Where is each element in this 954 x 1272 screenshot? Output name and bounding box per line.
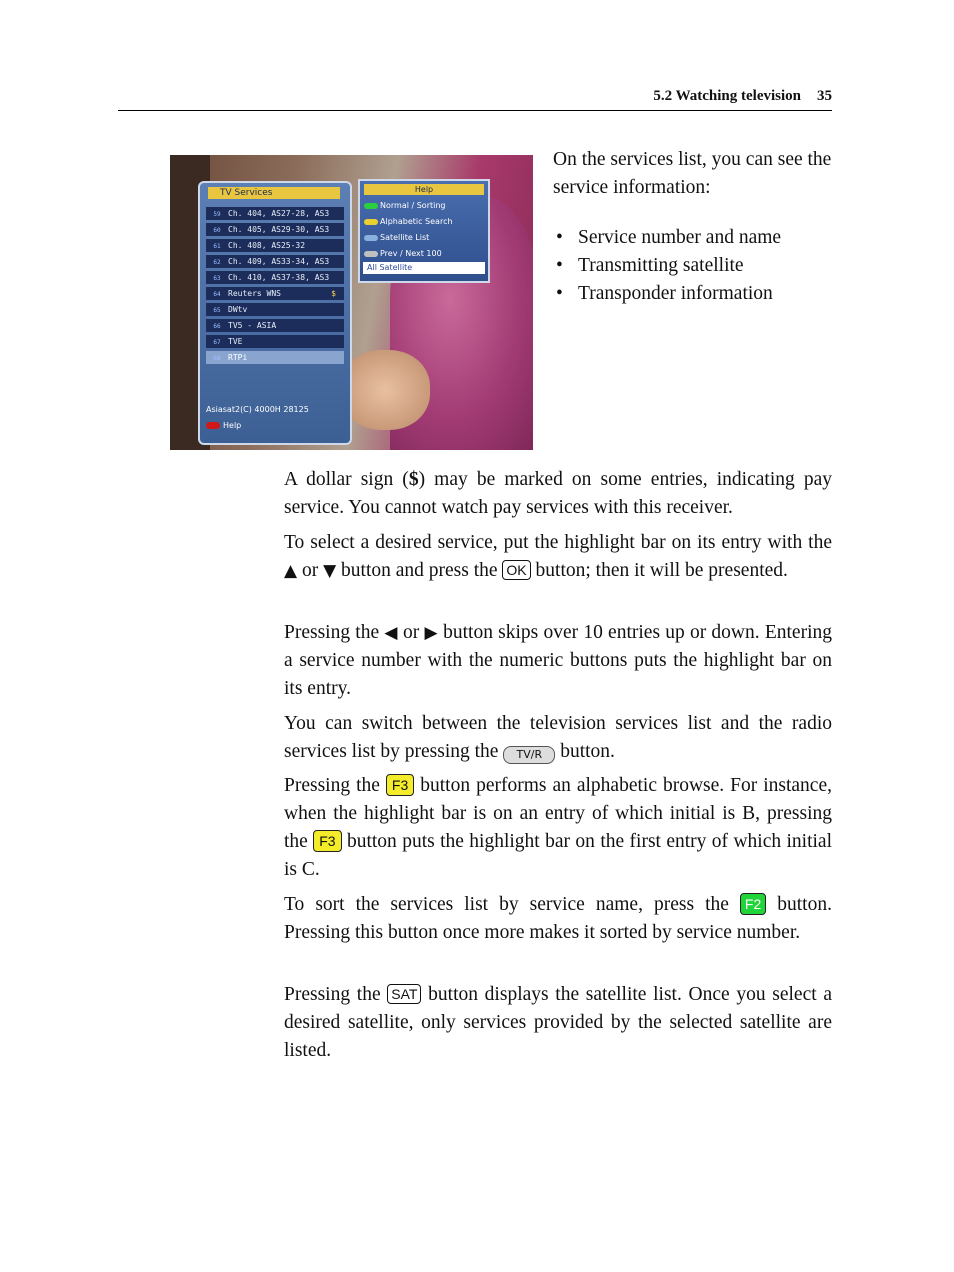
tv-help-label: Help	[223, 421, 242, 430]
help-panel	[358, 179, 490, 283]
section-title: 5.2 Watching television	[653, 88, 801, 104]
running-head	[653, 88, 832, 105]
services-list-screenshot	[170, 155, 533, 450]
paragraph-select-service: To select a desired service, put the highlight bar on its entry with the ▲ or ▼ button and press the OK button; then it will be presented.	[284, 532, 832, 581]
left-arrow-icon: ◀	[384, 623, 398, 643]
service-number: 59	[213, 211, 221, 218]
ok-key-icon: OK	[502, 560, 530, 580]
service-row	[206, 255, 344, 268]
service-name: Ch. 404, AS27-28, AS3	[228, 209, 330, 218]
service-row	[206, 319, 344, 332]
service-row	[206, 335, 344, 348]
service-number: 64	[213, 291, 221, 298]
info-bullet-list	[556, 224, 781, 308]
right-arrow-icon: ▶	[424, 623, 438, 643]
yellow-button-icon	[364, 219, 378, 225]
service-name: Ch. 405, AS29-30, AS3	[228, 225, 330, 234]
tv-help-hint	[206, 421, 241, 430]
service-number: 60	[213, 227, 221, 234]
service-row	[206, 351, 344, 364]
service-name: Ch. 408, AS25-32	[228, 241, 306, 250]
service-number: 63	[213, 275, 221, 282]
intro-text: On the services list, you can see the service information:	[553, 149, 832, 198]
service-name: DWtv	[228, 305, 248, 314]
service-number: 62	[213, 259, 221, 266]
up-arrow-icon: ▲	[284, 561, 298, 581]
paragraph-pay-service: A dollar sign ($) may be marked on some entries, indicating pay service. You cannot watch pay services with this receiver.	[284, 469, 832, 518]
help-item-prev-next: Prev / Next 100	[360, 246, 488, 262]
tv-services-list	[206, 207, 344, 367]
green-button-icon	[364, 203, 378, 209]
bullet-item: • Transponder information	[556, 280, 781, 308]
f3-key-icon: F3	[313, 830, 341, 852]
service-row	[206, 239, 344, 252]
service-number: 68	[213, 355, 221, 362]
pay-service-dollar: $	[331, 289, 336, 298]
background-hands	[340, 350, 430, 430]
dollar-sign: $	[408, 469, 419, 490]
service-name: Ch. 409, AS33-34, AS3	[228, 257, 330, 266]
service-number: 65	[213, 307, 221, 314]
help-item-alphabetic: Alphabetic Search	[360, 214, 488, 230]
service-name: TVE	[228, 337, 243, 346]
service-name: TV5 - ASIA	[228, 321, 277, 330]
paragraph-tv-radio: You can switch between the television services list and the radio services list by pressing the TV/R button.	[284, 713, 832, 762]
service-row	[206, 271, 344, 284]
f2-key-icon: F2	[740, 893, 766, 915]
sat-key-icon: SAT	[387, 984, 421, 1004]
down-arrow-icon: ▼	[323, 561, 337, 581]
help-item-satellite: Satellite List	[360, 230, 488, 246]
tv-services-title: TV Services	[208, 187, 340, 199]
page-header	[118, 86, 832, 111]
tv-services-panel	[198, 181, 352, 445]
page-button-icon	[364, 251, 378, 257]
red-button-icon	[206, 422, 220, 429]
help-item-all-satellite: All Satellite	[363, 262, 485, 274]
service-name: Reuters WNS	[228, 289, 281, 298]
bullet-item: • Transmitting satellite	[556, 252, 781, 280]
help-item-sorting: Normal / Sorting	[360, 198, 488, 214]
service-number: 61	[213, 243, 221, 250]
help-panel-title: Help	[364, 184, 484, 195]
paragraph-sort-by-name: To sort the services list by service name, press the F2 button. Pressing this button once more makes it sorted by service number.	[284, 894, 832, 943]
bullet-item: • Service number and name	[556, 224, 781, 252]
paragraph-skip-entries: Pressing the ◀ or ▶ button skips over 10 entries up or down. Entering a service number with the numeric buttons puts the highlight bar on its entry.	[284, 622, 833, 699]
service-row	[206, 287, 344, 300]
service-row	[206, 223, 344, 236]
blue-button-icon	[364, 235, 378, 241]
service-number: 67	[213, 339, 221, 346]
page-number: 35	[817, 88, 832, 104]
service-row	[206, 207, 344, 220]
transponder-info: Asiasat2(C) 4000H 28125	[206, 405, 309, 414]
paragraph-satellite-list: Pressing the SAT button displays the satellite list. Once you select a desired satellite, only services provided by the selected satellite are listed.	[284, 984, 832, 1061]
service-name: RTPi	[228, 353, 248, 362]
paragraph-alphabetic-browse: Pressing the F3 button performs an alphabetic browse. For instance, when the highlight bar is on an entry of which initial is B, pressing the F3 button puts the highlight bar on the first entry of which initial is C.	[284, 775, 832, 880]
tv-radio-key-icon: TV/R	[503, 746, 555, 764]
service-name: Ch. 410, AS37-38, AS3	[228, 273, 330, 282]
service-row	[206, 303, 344, 316]
f3-key-icon: F3	[386, 774, 414, 796]
service-number: 66	[213, 323, 221, 330]
